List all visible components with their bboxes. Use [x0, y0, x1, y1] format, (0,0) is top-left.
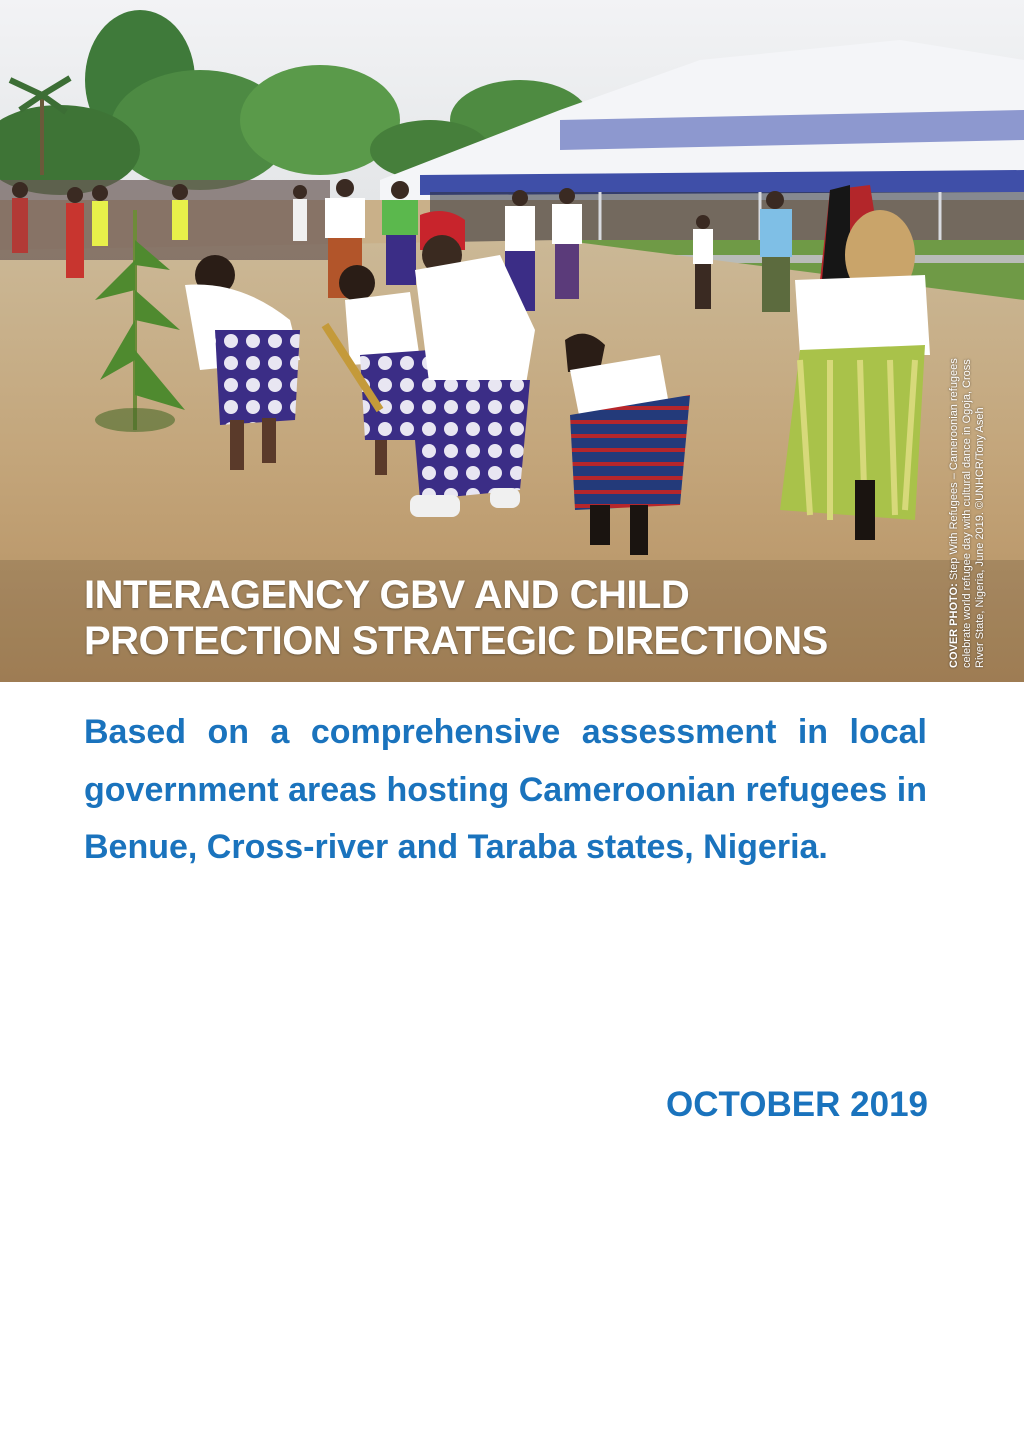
photo-credit-label: COVER PHOTO:: [948, 583, 960, 668]
cover-photo: [0, 0, 1024, 682]
report-subtitle: Based on a comprehensive assessment in local government areas hosting Cameroonian refugees in Benue, Cross-river and Taraba states, Nigeria.: [84, 713, 927, 866]
photo-credit: [948, 338, 987, 668]
report-date: OCTOBER 2019: [666, 1085, 928, 1124]
photo-credit-text: Step With Refugees – Cameroonian refugees celebrate world refugee day with cultural dance in Ogoja, Cross River State, Nigeria, June 2019. ©UNHCR/Tony Aseh: [948, 358, 986, 668]
report-title-line-1: INTERAGENCY GBV AND CHILD: [84, 573, 690, 617]
report-title-line-2: PROTECTION STRATEGIC DIRECTIONS: [84, 619, 828, 663]
report-title: [84, 572, 964, 664]
